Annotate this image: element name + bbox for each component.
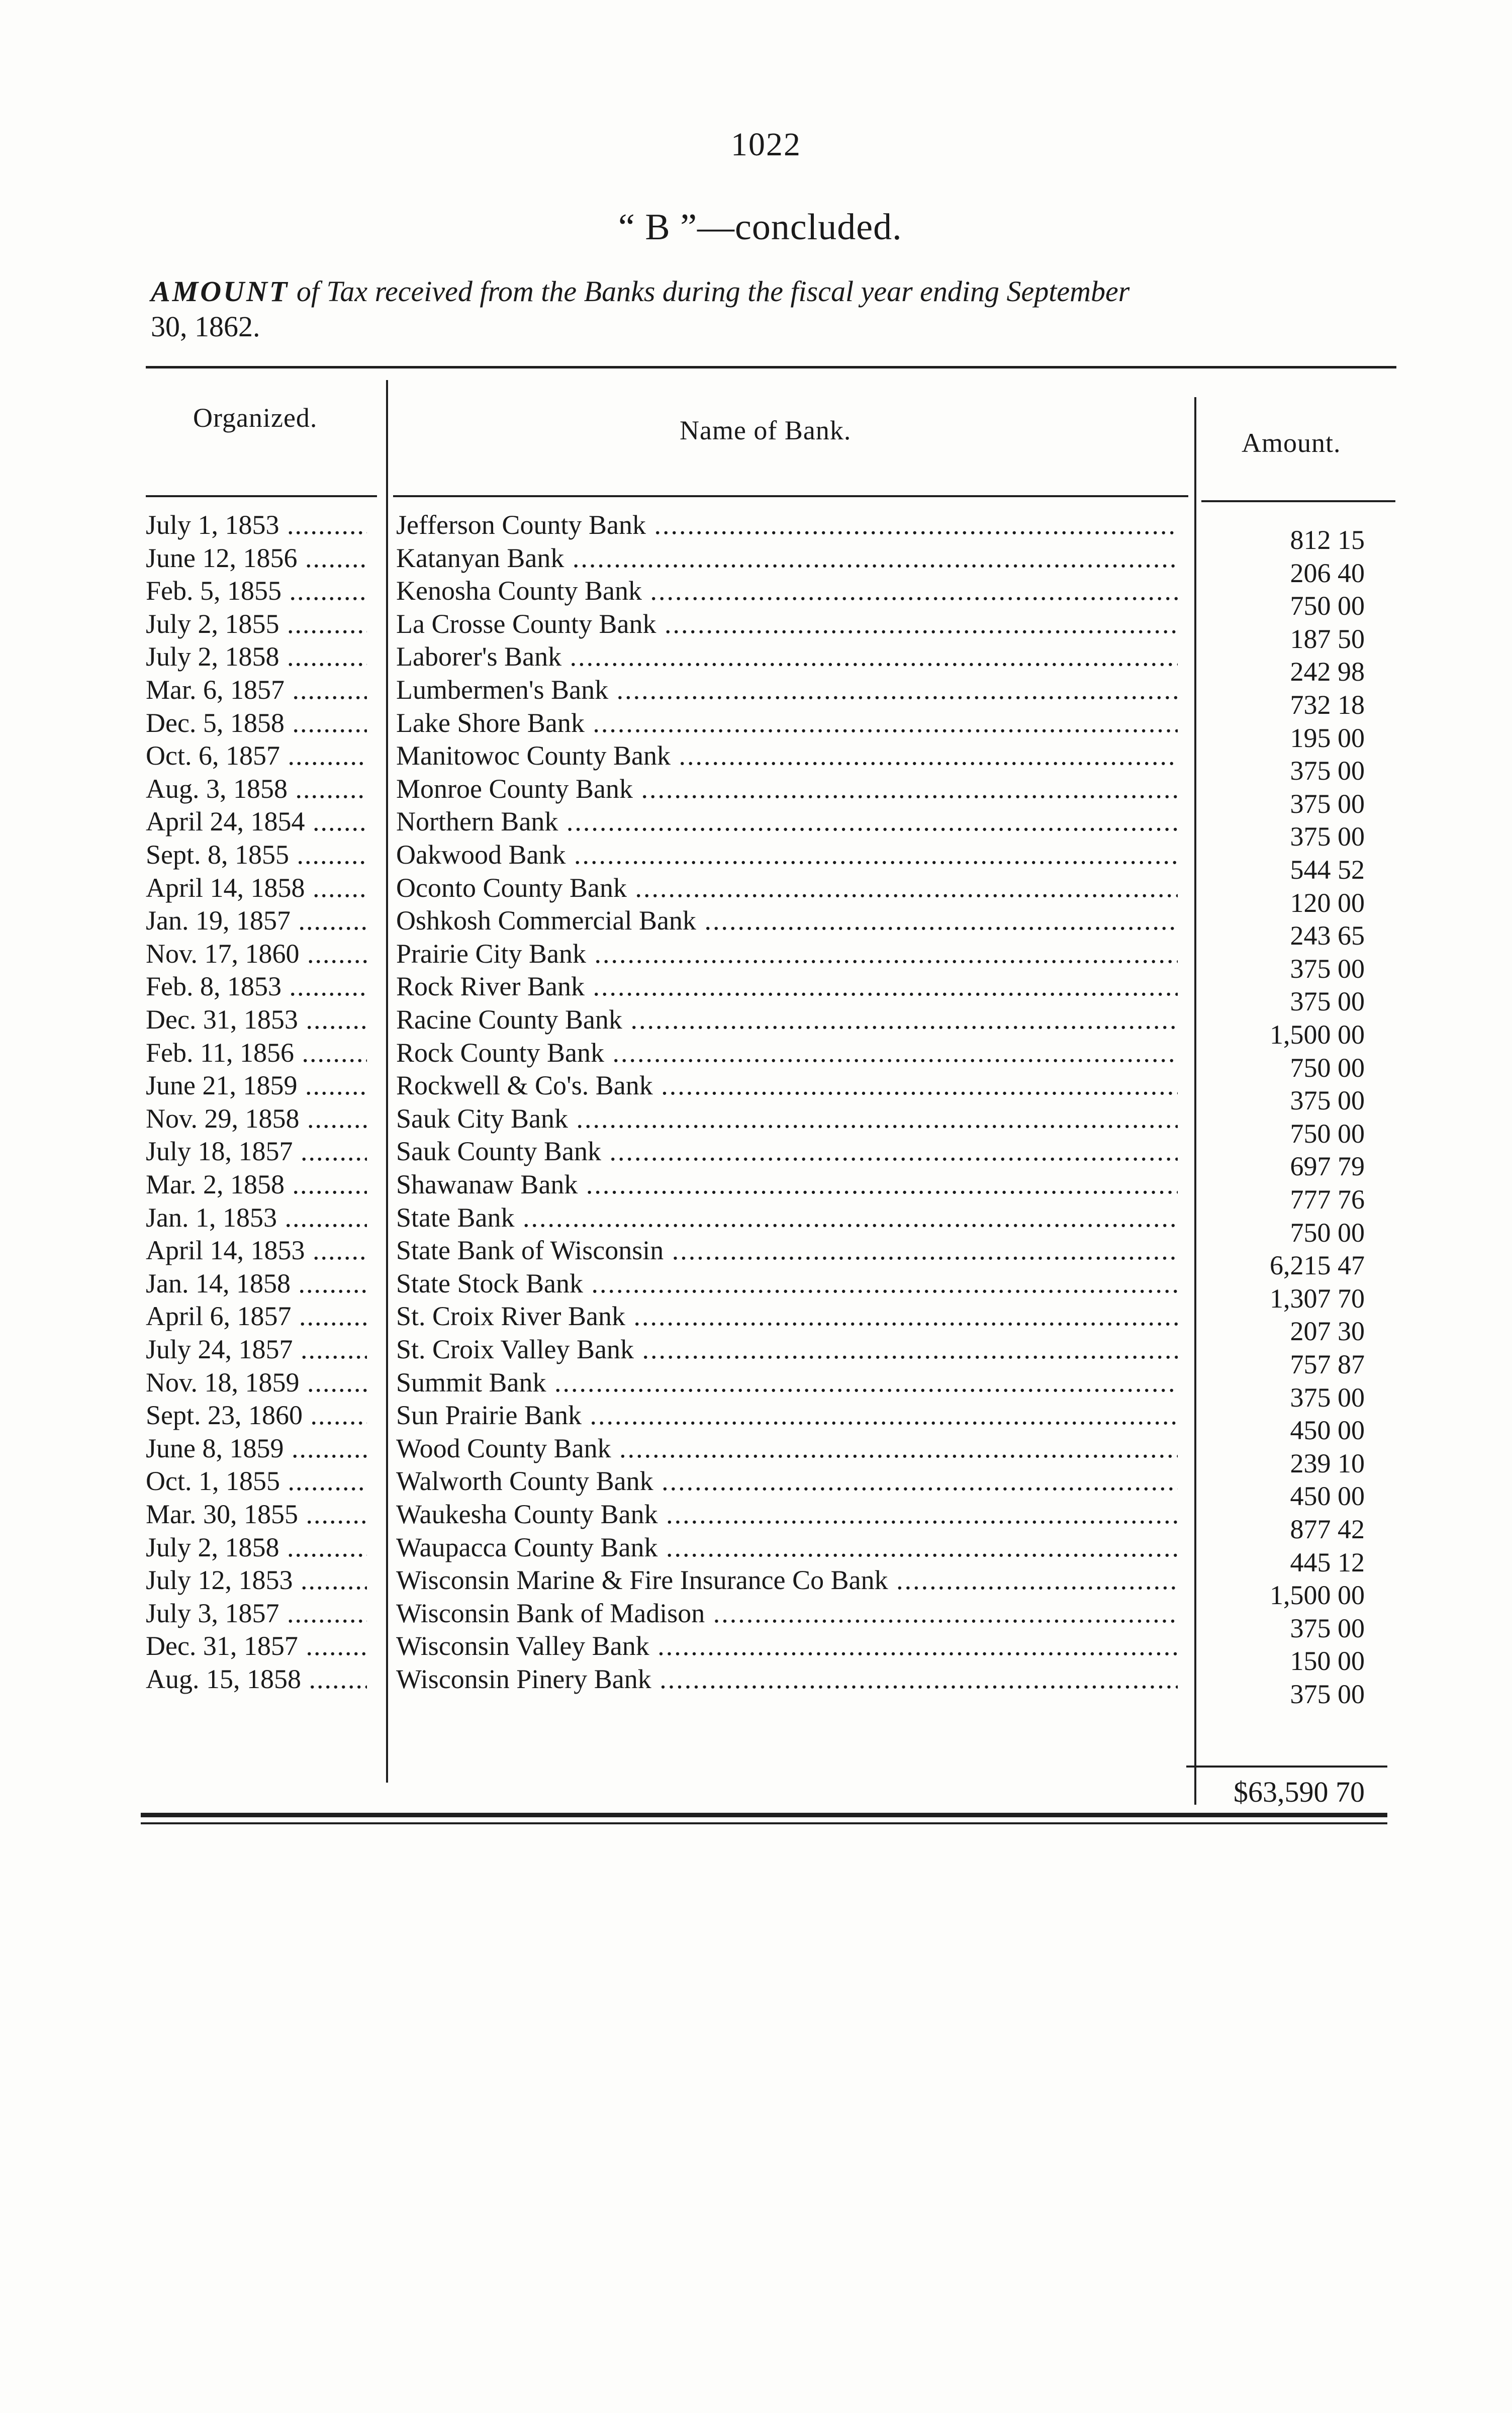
table-row [0,1663,1512,1709]
bank-name: Sauk City Bank ..... [396,1102,1178,1135]
organized-date: July 24, 1857 ..... [146,1333,367,1366]
organized-date: Jan. 14, 1858 ..... [146,1267,367,1300]
table-row [0,1135,1512,1182]
tax-amount: 812 15 [1290,525,1365,555]
table-row [0,1069,1512,1116]
bank-name: Sauk County Bank ..... [396,1135,1178,1168]
tax-amount: 1,307 70 [1270,1283,1365,1314]
organized-date: April 24, 1854 ..... [146,805,367,838]
tax-amount: 375 00 [1290,788,1365,819]
table-row [0,1399,1512,1446]
tax-amount: 750 00 [1290,1118,1365,1149]
bank-name: Wisconsin Valley Bank ..... [396,1630,1178,1662]
bank-name: Katanyan Bank ..... [396,542,1178,575]
tax-amount: 187 50 [1290,623,1365,654]
table-row [0,1267,1512,1314]
header-amount: Amount. [1242,428,1341,458]
organized-date: July 2, 1858 ..... [146,640,367,673]
bottom-rule-thin [141,1822,1387,1824]
organized-date: Aug. 3, 1858 ..... [146,773,367,805]
organized-date: Feb. 11, 1856 ..... [146,1037,367,1069]
tax-amount: 195 00 [1290,722,1365,753]
bank-name: Sun Prairie Bank ..... [396,1399,1178,1432]
tax-amount: 239 10 [1290,1448,1365,1478]
caption-lead: AMOUNT [151,275,290,308]
tax-amount: 375 00 [1290,1085,1365,1116]
tax-amount: 120 00 [1290,887,1365,918]
table-row [0,707,1512,753]
page-number: 1022 [731,126,801,163]
bank-name: Wood County Bank ..... [396,1432,1178,1465]
tax-amount: 375 00 [1290,986,1365,1017]
table-row [0,1201,1512,1248]
tax-amount: 375 00 [1290,953,1365,984]
organized-date: Mar. 6, 1857 ..... [146,674,367,706]
tax-amount: 757 87 [1290,1349,1365,1379]
tax-amount: 206 40 [1290,558,1365,588]
tax-amount: 697 79 [1290,1151,1365,1182]
organized-date: Mar. 2, 1858 ..... [146,1168,367,1201]
tax-amount: 242 98 [1290,657,1365,687]
table-row [0,1037,1512,1083]
tax-amount: 1,500 00 [1270,1580,1365,1611]
bank-name: Kenosha County Bank ..... [396,575,1178,607]
bank-name: Wisconsin Pinery Bank ..... [396,1663,1178,1696]
bank-name: Waukesha County Bank ..... [396,1498,1178,1531]
header-organized: Organized. [193,403,318,433]
bank-name: Wisconsin Bank of Madison ..... [396,1597,1178,1630]
tax-amount: 750 00 [1290,591,1365,621]
organized-date: Nov. 18, 1859 ..... [146,1366,367,1399]
table-row [0,739,1512,786]
table-row [0,938,1512,984]
tax-amount: 150 00 [1290,1646,1365,1677]
table-row [0,1597,1512,1643]
organized-date: Dec. 5, 1858 ..... [146,707,367,739]
bank-name: Northern Bank ..... [396,805,1178,838]
organized-date: Aug. 15, 1858 ..... [146,1663,367,1696]
header-name-of-bank: Name of Bank. [680,415,852,445]
bank-name: St. Croix River Bank ..... [396,1300,1178,1333]
bank-name: Shawanaw Bank ..... [396,1168,1178,1201]
organized-date: Feb. 8, 1853 ..... [146,970,367,1003]
table-row [0,608,1512,654]
organized-date: Oct. 1, 1855 ..... [146,1465,367,1498]
tax-amount: 375 00 [1290,756,1365,786]
tax-amount: 445 12 [1290,1547,1365,1577]
tax-amount: 375 00 [1290,1613,1365,1643]
organized-date: Dec. 31, 1857 ..... [146,1630,367,1662]
table-row [0,1300,1512,1347]
header-rule-amount [1201,500,1395,502]
tax-amount: 243 65 [1290,920,1365,951]
organized-date: July 1, 1853 ..... [146,509,367,541]
table-row [0,1333,1512,1379]
bank-name: Lake Shore Bank ..... [396,707,1178,739]
bank-name: Summit Bank ..... [396,1366,1178,1399]
table-row [0,542,1512,588]
table-row [0,970,1512,1017]
organized-date: Oct. 6, 1857 ..... [146,739,367,772]
bank-name: La Crosse County Bank ..... [396,608,1178,640]
bank-name: St. Croix Valley Bank ..... [396,1333,1178,1366]
table-row [0,509,1512,555]
organized-date: April 6, 1857 ..... [146,1300,367,1333]
table-row [0,575,1512,621]
tax-amount: 375 00 [1290,1382,1365,1413]
tax-amount: 375 00 [1290,1679,1365,1709]
organized-date: Dec. 31, 1853 ..... [146,1003,367,1036]
tax-amount: 207 30 [1290,1316,1365,1347]
bank-name: Oconto County Bank ..... [396,872,1178,904]
organized-date: Jan. 1, 1853 ..... [146,1201,367,1234]
organized-date: June 8, 1859 ..... [146,1432,367,1465]
bank-name: Lumbermen's Bank ..... [396,674,1178,706]
organized-date: July 2, 1855 ..... [146,608,367,640]
bank-name: Wisconsin Marine & Fire Insurance Co Bank ..... [396,1564,1178,1597]
organized-date: Mar. 30, 1855 ..... [146,1498,367,1531]
bank-name: Oshkosh Commercial Bank ..... [396,904,1178,937]
table-row [0,640,1512,687]
section-heading: “ B ”—concluded. [618,207,902,248]
tax-amount: 6,215 47 [1270,1250,1365,1281]
top-rule [146,366,1396,368]
table-row [0,1234,1512,1281]
tax-amount: 375 00 [1290,821,1365,852]
header-rule-organized [146,495,377,497]
bank-name: Waupacca County Bank ..... [396,1531,1178,1564]
organized-date: April 14, 1858 ..... [146,872,367,904]
table-row [0,805,1512,852]
table-row [0,1531,1512,1577]
organized-date: July 12, 1853 ..... [146,1564,367,1597]
tax-amount: 732 18 [1290,690,1365,720]
table-row [0,1465,1512,1512]
header-rule-name [393,495,1188,497]
tax-amount: 450 00 [1290,1481,1365,1512]
table-row [0,674,1512,720]
organized-date: Jan. 19, 1857 ..... [146,904,367,937]
bank-name: State Bank ..... [396,1201,1178,1234]
table-row [0,1003,1512,1050]
total-rule-amount [1186,1766,1387,1768]
bank-name: Rock River Bank ..... [396,970,1178,1003]
caption-text: of Tax received from the Banks during the fiscal year ending September [289,275,1130,308]
bank-name: Jefferson County Bank ..... [396,509,1178,541]
table-row [0,1168,1512,1215]
bottom-rule-thick [141,1813,1387,1817]
table-row [0,839,1512,885]
organized-date: Nov. 17, 1860 ..... [146,938,367,970]
organized-date: July 18, 1857 ..... [146,1135,367,1168]
bank-name: Monroe County Bank ..... [396,773,1178,805]
tax-amount: 777 76 [1290,1184,1365,1215]
table-row [0,1432,1512,1478]
bank-name: State Stock Bank ..... [396,1267,1178,1300]
bank-name: Manitowoc County Bank ..... [396,739,1178,772]
table-row [0,904,1512,951]
table-caption [151,274,1407,344]
bank-name: Rock County Bank ..... [396,1037,1178,1069]
caption-date: 30, 1862. [151,310,260,343]
tax-amount: 750 00 [1290,1217,1365,1248]
bank-name: Oakwood Bank ..... [396,839,1178,871]
tax-amount: 544 52 [1290,855,1365,885]
organized-date: April 14, 1853 ..... [146,1234,367,1267]
organized-date: Sept. 8, 1855 ..... [146,839,367,871]
organized-date: July 2, 1858 ..... [146,1531,367,1564]
bank-name: Rockwell & Co's. Bank ..... [396,1069,1178,1102]
table-row [0,1102,1512,1149]
tax-amount: 1,500 00 [1270,1019,1365,1050]
table-row [0,1366,1512,1413]
tax-amount: 450 00 [1290,1415,1365,1446]
bank-name: Racine County Bank ..... [396,1003,1178,1036]
table-row [0,872,1512,918]
tax-amount: 750 00 [1290,1052,1365,1083]
organized-date: June 21, 1859 ..... [146,1069,367,1102]
organized-date: Nov. 29, 1858 ..... [146,1102,367,1135]
organized-date: Feb. 5, 1855 ..... [146,575,367,607]
total-amount: $63,590 70 [1234,1776,1365,1808]
organized-date: July 3, 1857 ..... [146,1597,367,1630]
table-row [0,1630,1512,1677]
bank-name: State Bank of Wisconsin ..... [396,1234,1178,1267]
bank-name: Laborer's Bank ..... [396,640,1178,673]
table-row [0,773,1512,819]
table-row [0,1564,1512,1611]
organized-date: June 12, 1856 ..... [146,542,367,575]
bank-name: Walworth County Bank ..... [396,1465,1178,1498]
tax-amount: 877 42 [1290,1514,1365,1544]
organized-date: Sept. 23, 1860 ..... [146,1399,367,1432]
bank-name: Prairie City Bank ..... [396,938,1178,970]
table-row [0,1498,1512,1544]
